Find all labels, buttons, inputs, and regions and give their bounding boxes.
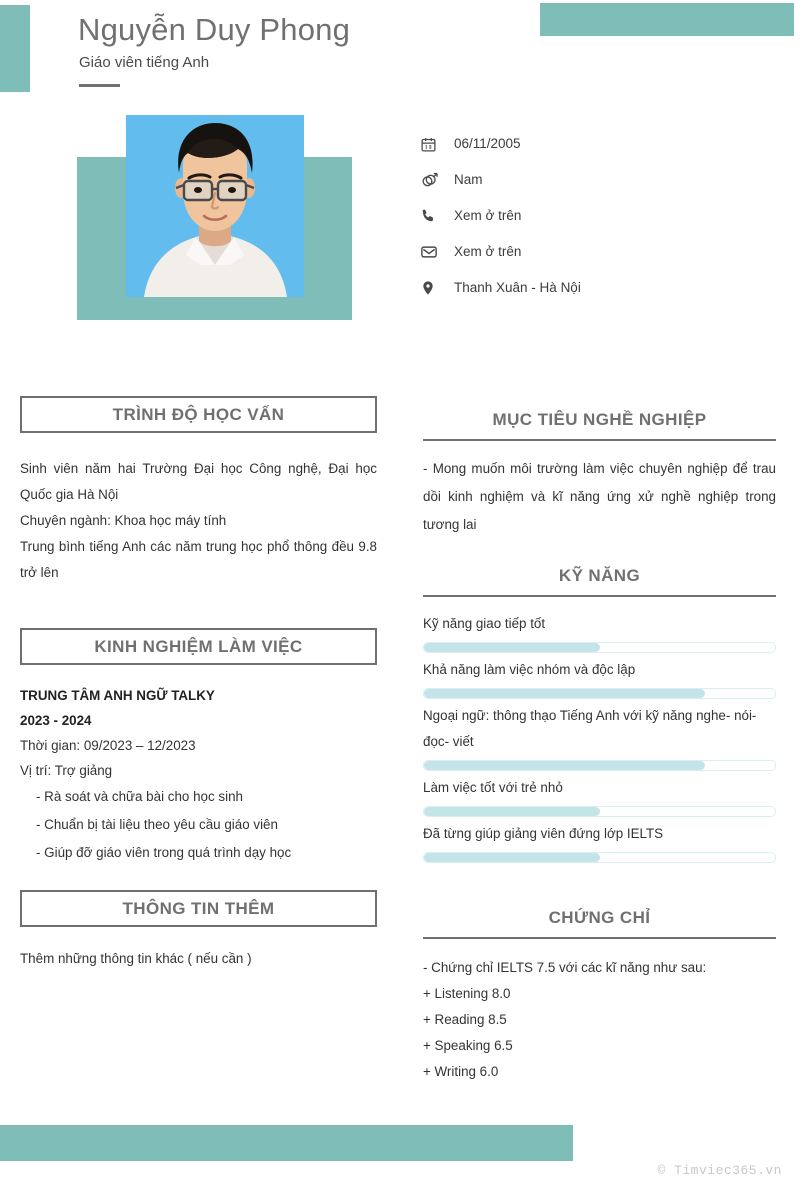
decor-teal-footer-bar [0, 1125, 573, 1161]
calendar-icon [420, 136, 454, 153]
page-title: Nguyễn Duy Phong [78, 12, 351, 47]
experience-duty: - Giúp đỡ giáo viên trong quá trình dạy học [36, 845, 292, 860]
portrait-illustration [126, 115, 304, 297]
experience-duration: Thời gian: 09/2023 – 12/2023 [20, 738, 196, 753]
gender-icon [420, 171, 454, 190]
skill-progress-bar [423, 852, 776, 863]
skill-progress-fill [424, 761, 705, 770]
additional-heading: THÔNG TIN THÊM [20, 890, 377, 927]
experience-duty: - Chuẩn bị tài liệu theo yêu cầu giáo viên [36, 817, 278, 832]
skill-item [423, 657, 776, 699]
education-line: Chuyên ngành: Khoa học máy tính [20, 513, 227, 528]
watermark: © Timviec365.vn [657, 1163, 782, 1178]
objective-heading: MỤC TIÊU NGHỀ NGHIỆP [423, 410, 776, 441]
section-education [20, 396, 377, 586]
contact-value: Thanh Xuân - Hà Nội [454, 280, 581, 295]
contact-item-gender [420, 162, 780, 198]
location-pin-icon [420, 279, 454, 297]
section-skills [423, 566, 776, 867]
phone-icon [420, 208, 454, 224]
skill-progress-bar [423, 760, 776, 771]
skill-label: Làm việc tốt với trẻ nhỏ [423, 780, 563, 795]
contact-value: Nam [454, 172, 483, 187]
experience-heading: KINH NGHIỆM LÀM VIỆC [20, 628, 377, 665]
avatar [126, 115, 304, 297]
experience-company: TRUNG TÂM ANH NGỮ TALKY [20, 688, 215, 703]
education-heading: TRÌNH ĐỘ HỌC VẤN [20, 396, 377, 433]
contact-list [420, 126, 780, 306]
experience-years: 2023 - 2024 [20, 713, 92, 728]
certificates-heading: CHỨNG CHỈ [423, 908, 776, 939]
section-objective [423, 410, 776, 539]
education-line: Sinh viên năm hai Trường Đại học Công nghệ, Đại học Quốc gia Hà Nội [20, 461, 377, 502]
section-experience [20, 628, 377, 867]
skill-label: Khả năng làm việc nhóm và độc lập [423, 662, 636, 677]
additional-text: Thêm những thông tin khác ( nếu cần ) [20, 951, 252, 966]
skill-label: Kỹ năng giao tiếp tốt [423, 616, 546, 631]
contact-value: Xem ở trên [454, 208, 522, 223]
skills-heading: KỸ NĂNG [423, 566, 776, 597]
certificate-line: + Listening 8.0 [423, 986, 511, 1001]
skill-progress-fill [424, 853, 600, 862]
experience-position: Vị trí: Trợ giảng [20, 763, 113, 778]
skill-item [423, 611, 776, 653]
skill-label: Ngoại ngữ: thông thạo Tiếng Anh với kỹ năng nghe- nói- đọc- viết [423, 708, 757, 749]
skill-progress-bar [423, 688, 776, 699]
section-additional-info [20, 890, 377, 972]
contact-item-birthdate [420, 126, 780, 162]
title-underline [79, 84, 120, 87]
skill-item [423, 703, 776, 771]
email-icon [420, 243, 454, 261]
skill-progress-bar [423, 642, 776, 653]
skill-progress-fill [424, 643, 600, 652]
certificate-line: + Writing 6.0 [423, 1064, 499, 1079]
skill-item [423, 821, 776, 863]
section-certificates [423, 908, 776, 1085]
skill-progress-fill [424, 689, 705, 698]
job-title: Giáo viên tiếng Anh [79, 54, 210, 71]
contact-item-address [420, 270, 780, 306]
certificate-line: + Reading 8.5 [423, 1012, 507, 1027]
objective-text: - Mong muốn môi trường làm việc chuyên nghiệp để trau dồi kinh nghiệm và kĩ năng ứng xử nghề nghiệp trong tương lai [423, 461, 776, 532]
certificate-line: - Chứng chỉ IELTS 7.5 với các kĩ năng như sau: [423, 960, 707, 975]
contact-item-email [420, 234, 780, 270]
skill-item [423, 775, 776, 817]
contact-value: 06/11/2005 [454, 136, 521, 151]
certificate-line: + Speaking 6.5 [423, 1038, 513, 1053]
education-line: Trung bình tiếng Anh các năm trung học phổ thông đều 9.8 trở lên [20, 539, 377, 580]
skill-progress-bar [423, 806, 776, 817]
experience-duty: - Rà soát và chữa bài cho học sinh [36, 789, 243, 804]
contact-item-phone [420, 198, 780, 234]
skill-progress-fill [424, 807, 600, 816]
contact-value: Xem ở trên [454, 244, 522, 259]
skill-label: Đã từng giúp giảng viên đứng lớp IELTS [423, 826, 664, 841]
decor-teal-left-bar [0, 5, 30, 92]
decor-teal-top-right-bar [540, 3, 794, 36]
